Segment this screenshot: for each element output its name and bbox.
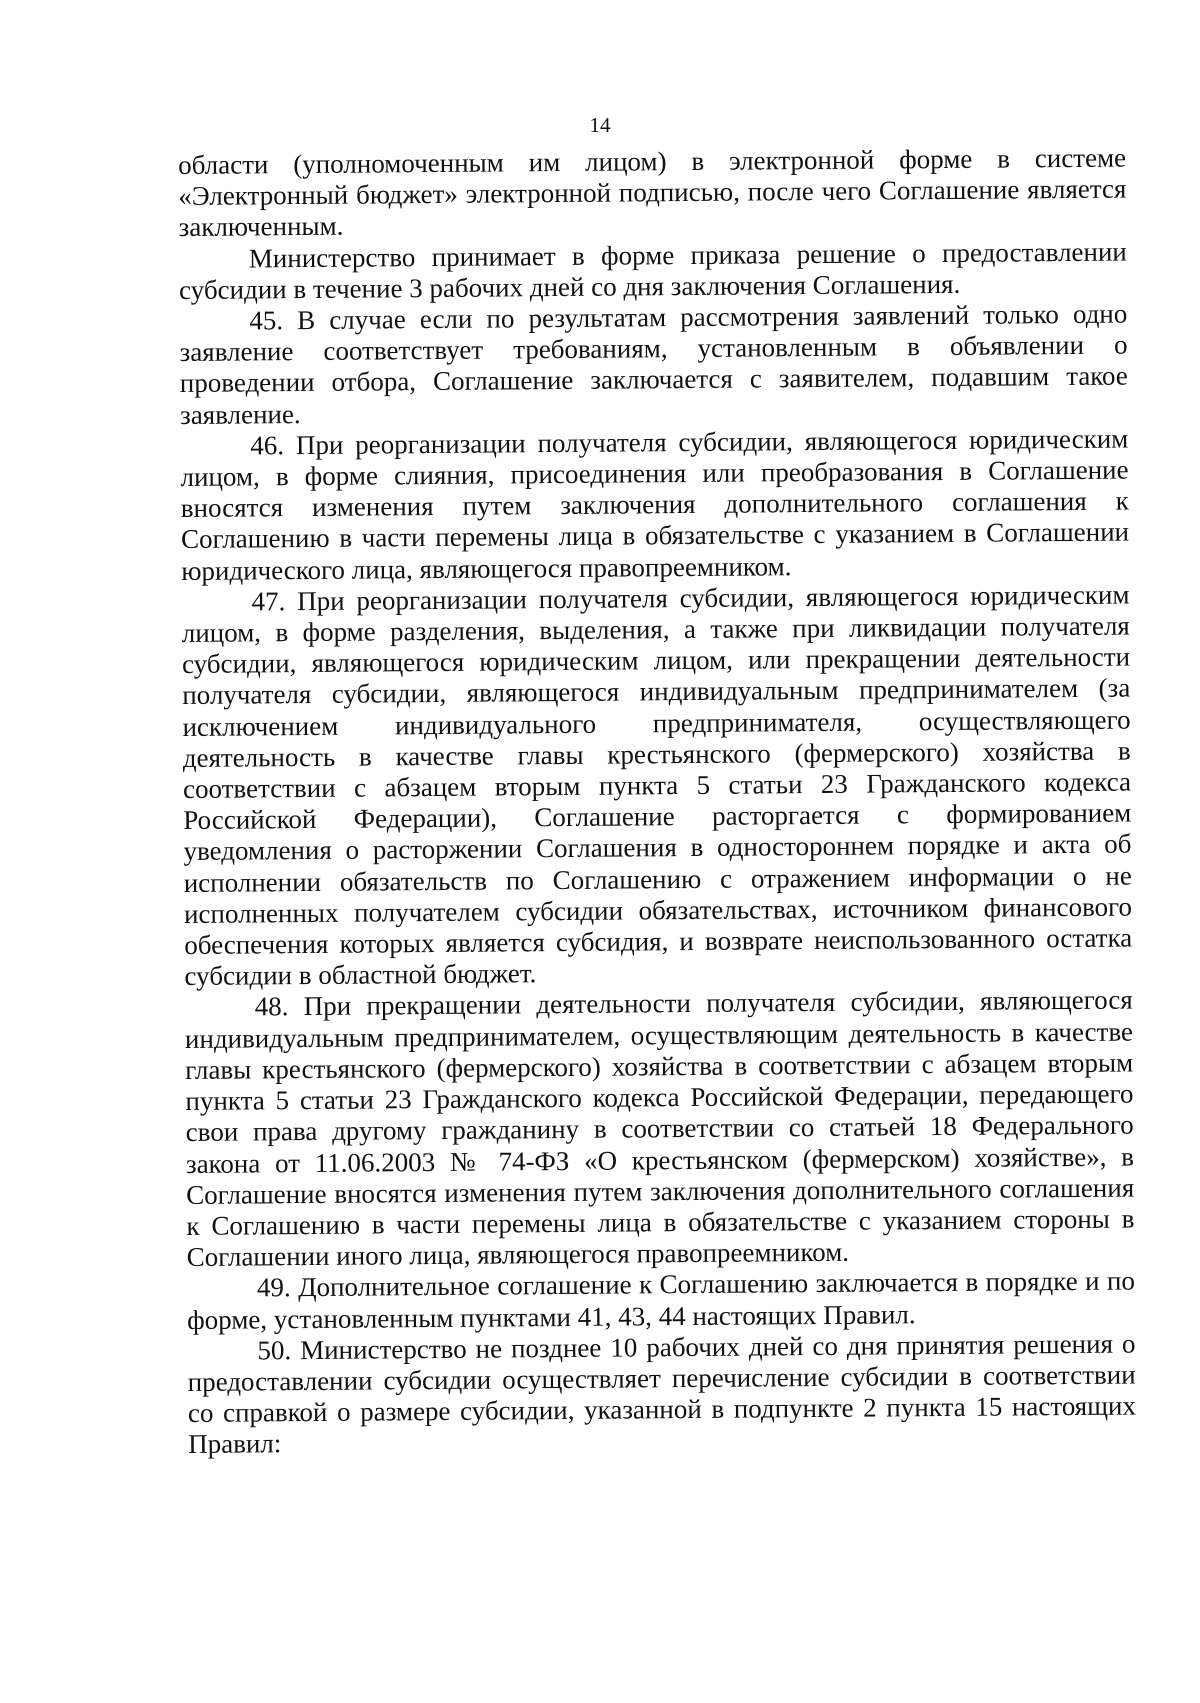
paragraph-45: 45. В случае если по результатам рассмотрения заявлений только одно заявление соответствует требованиям, установленным в объявлении о проведении отбора, Соглашение заключается с заявителем, подавшим такое заявление. [179,298,1128,430]
paragraph-46: 46. При реорганизации получателя субсидии, являющегося юридическим лицом, в форме слияния, присоединения или преобразования в Соглашение вносятся изменения путем заключения дополнительного соглашения к Соглашению в части перемены лица в обязательстве с указанием в Соглашении юридического лица, являющегося правопреемником. [180,423,1130,586]
paragraph-49: 49. Дополнительное соглашение к Соглашению заключается в порядке и по форме, установленным пунктами 41, 43, 44 настоящих Правил. [187,1265,1136,1335]
paragraph-continuation: области (уполномоченным им лицом) в электронной форме в системе «Электронный бюджет» электронной подписью, после чего Соглашение является заключенным. [178,142,1127,243]
paragraph-47: 47. При реорганизации получателя субсидии, являющегося юридическим лицом, в форме разделения, выделения, а также при ликвидации получателя субсидии, являющегося юридическим лицом, или прекращении деятельности получателя субсидии, являющегося индивидуальным предпринимателем (за исключением индивидуального предпринимателя, осуществляющего деятельность в качестве главы крестьянского (фермерского) хозяйства в соответствии с абзацем вторым пункта 5 статьи 23 Гражданского кодекса Российской Федерации), Соглашение расторгается с формированием уведомления о расторжении Соглашения в одностороннем порядке и акта об исполнении обязательств по Соглашению с отражением информации о не исполненных получателем субсидии обязательствах, источником финансового обеспечения которых является субсидия, и возврате неиспользованного остатка субсидии в областной бюджет. [181,579,1133,992]
paragraph-48: 48. При прекращении деятельности получателя субсидии, являющегося индивидуальным предпринимателем, осуществляющим деятельность в качестве главы крестьянского (фермерского) хозяйства в соответствии с абзацем вторым пункта 5 статьи 23 Гражданского кодекса Российской Федерации, передающего свои права другому гражданину в соответствии со статьей 18 Федерального закона от 11.06.2003 № 74-ФЗ «О крестьянском (фермерском) хозяйстве», в Соглашение вносятся изменения путем заключения дополнительного соглашения к Соглашению в части перемены лица в обязательстве с указанием стороны в Соглашении иного лица, являющегося правопреемником. [184,985,1135,1273]
paragraph-50: 50. Министерство не позднее 10 рабочих дней со дня принятия решения о предоставлении субсидии осуществляет перечисление субсидии в соответствии со справкой о размере субсидии, указанной в подпункте 2 пункта 15 настоящих Правил: [187,1328,1137,1460]
paragraph-ministry-order: Министерство принимает в форме приказа решение о предоставлении субсидии в течение 3 рабочих дней со дня заключения Соглашения. [178,236,1127,305]
document-body [178,143,1136,1461]
page-number: 14 [589,113,611,137]
